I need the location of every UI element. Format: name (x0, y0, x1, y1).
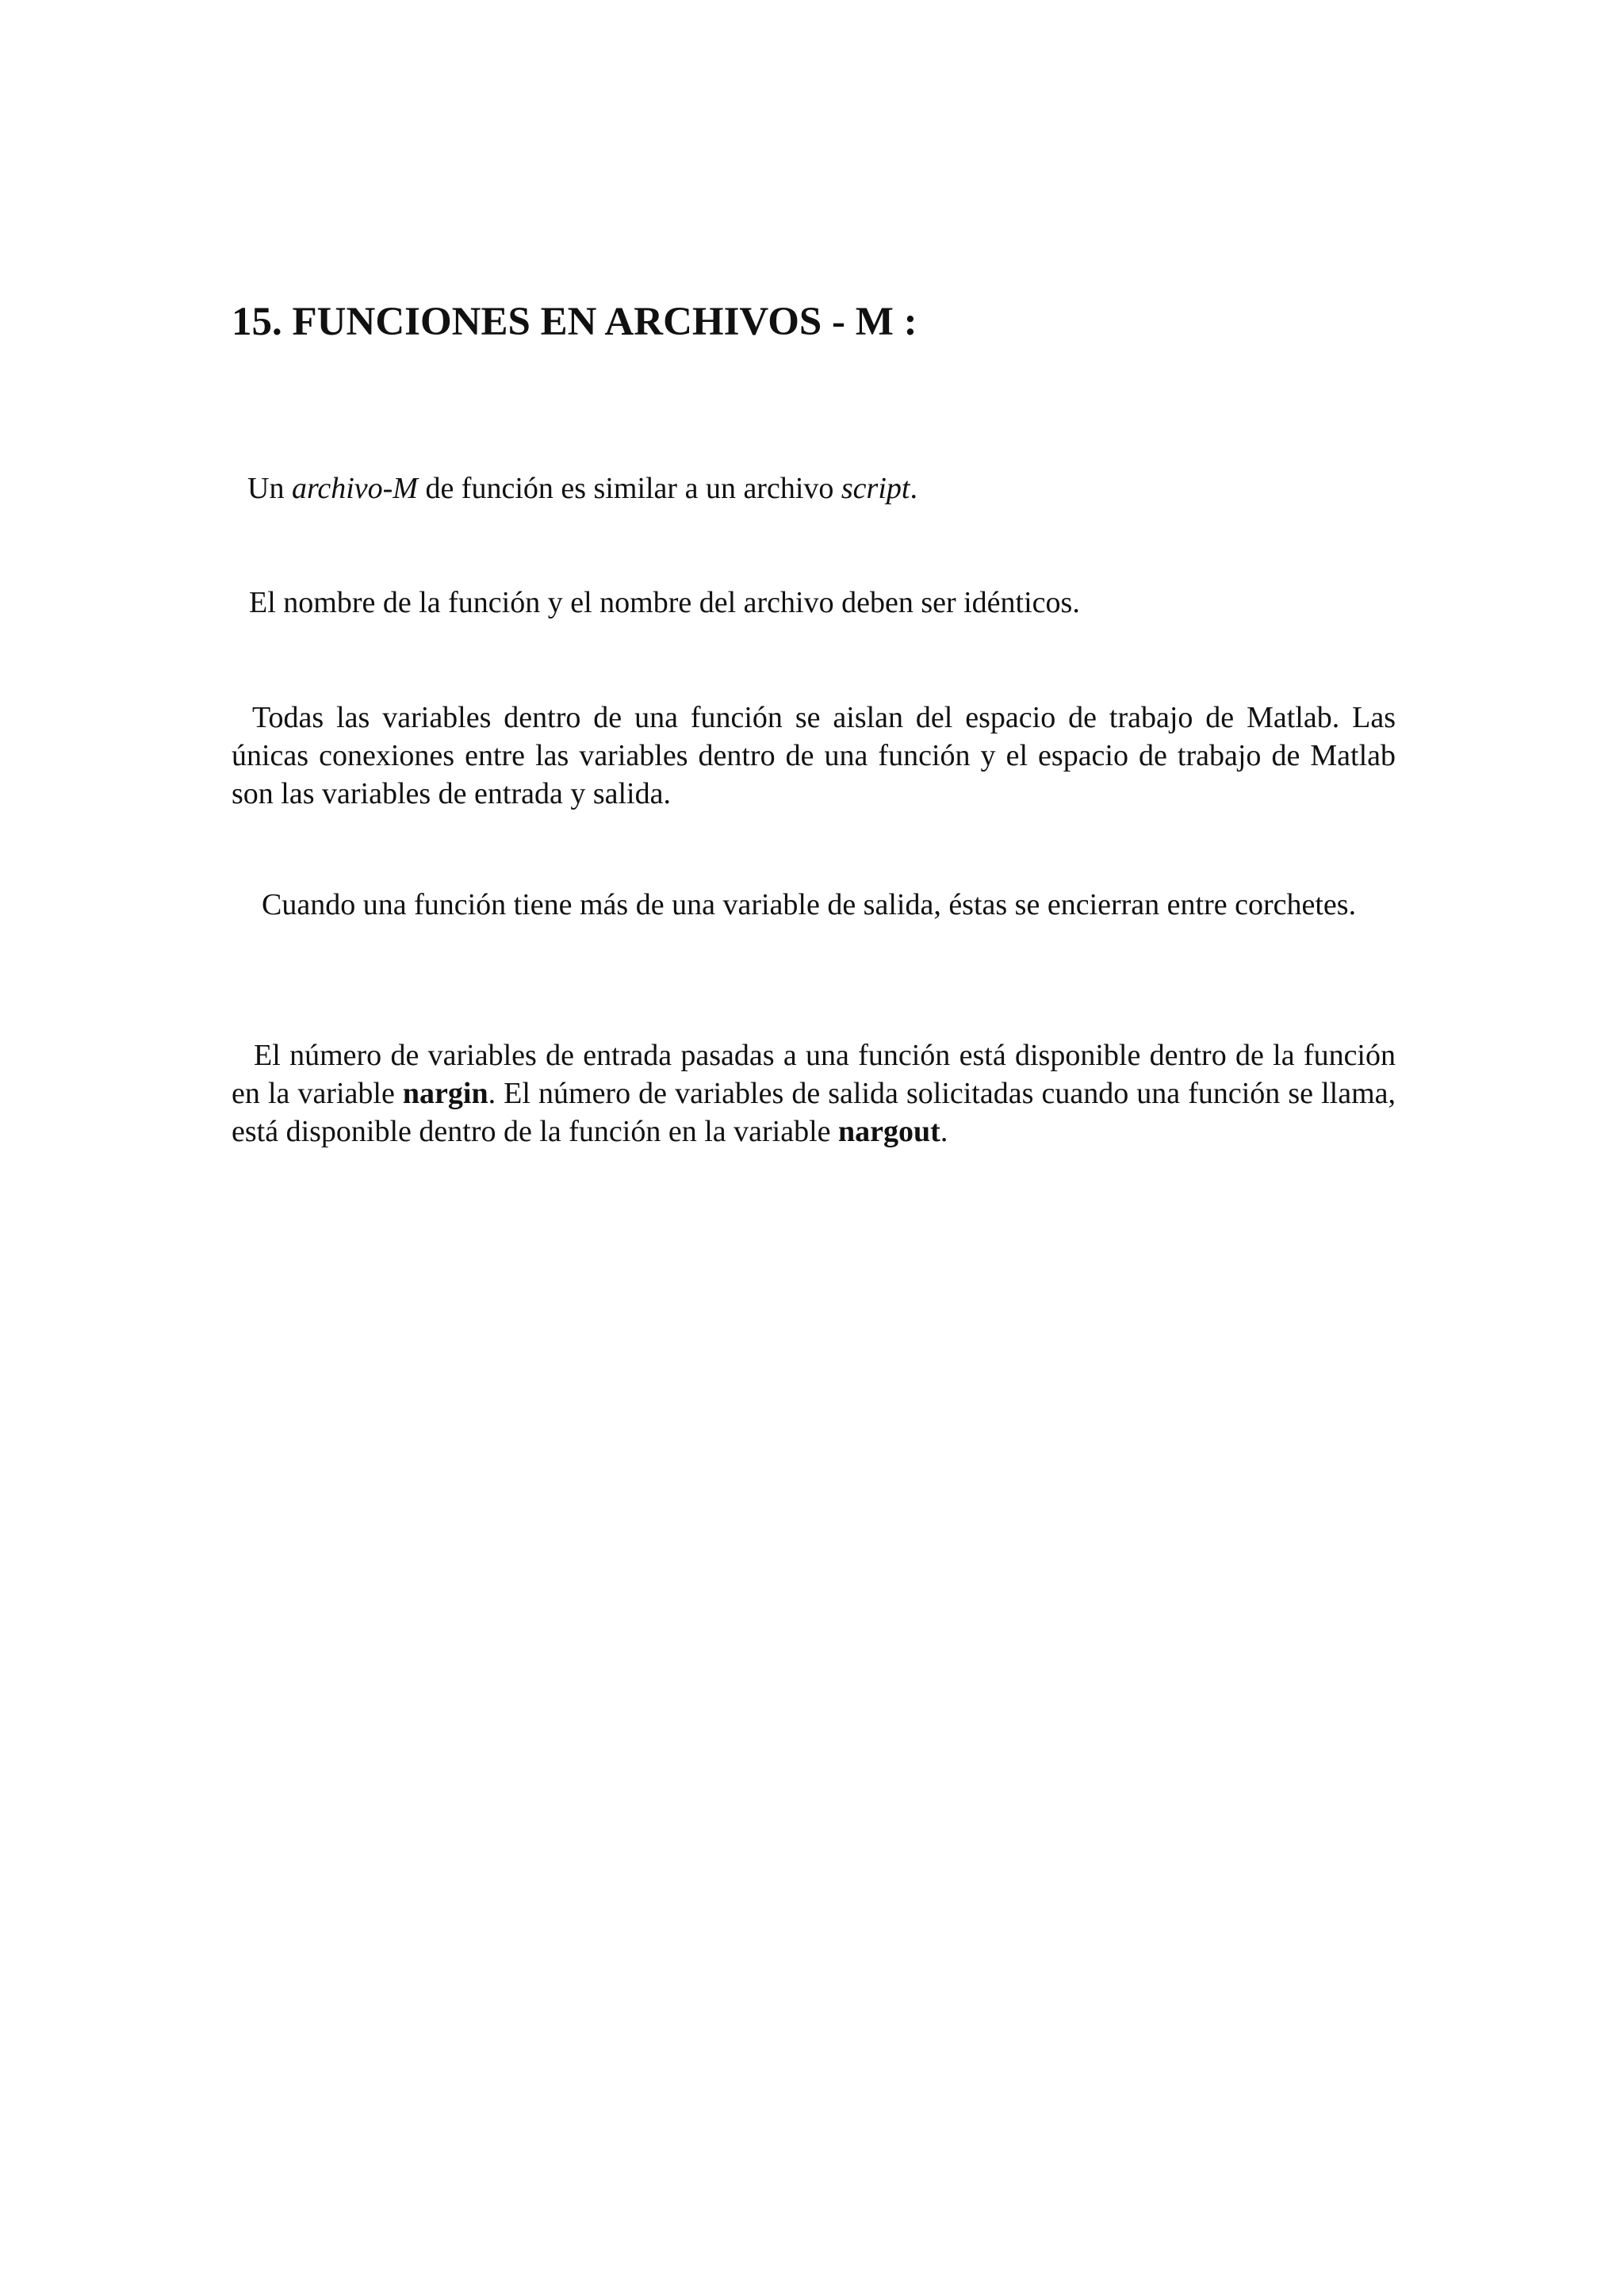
p5-text-1: El número de variables de entrada pasadas a una función está disponible dentro de la función en la variable (232, 1039, 1396, 1110)
paragraph-corchetes: Cuando una función tiene más de una variable de salida, éstas se encierran entre corchetes. (262, 888, 1357, 921)
p5-text-2: . El número de variables de salida solicitadas cuando una función se llama, está disponible dentro de la función en la variable (232, 1077, 1396, 1148)
p1-italic-script: script (841, 472, 910, 505)
p5-text-3: . (940, 1115, 948, 1148)
p1-italic-archivo-m: archivo-M (291, 472, 418, 505)
paragraph-nargin-nargout (232, 1036, 1396, 1151)
paragraph-nombre-funcion: El nombre de la función y el nombre del archivo deben ser idénticos. (249, 586, 1080, 619)
p1-text-1: Un (247, 472, 292, 505)
p5-bold-nargout: nargout (838, 1115, 940, 1148)
paragraph-archivo-m (232, 469, 1396, 507)
p5-bold-nargin: nargin (402, 1077, 488, 1110)
section-heading: 15. FUNCIONES EN ARCHIVOS - M : (232, 300, 917, 344)
p1-text-3: . (910, 472, 917, 505)
p1-text-2: de función es similar a un archivo (417, 472, 841, 505)
paragraph-variables-aisladas: Todas las variables dentro de una función se aislan del espacio de trabajo de Matlab. Las únicas conexiones entre las variables dentro de una función y el espacio de trabajo de Matlab son las variables de entrada y salida. (232, 701, 1396, 810)
